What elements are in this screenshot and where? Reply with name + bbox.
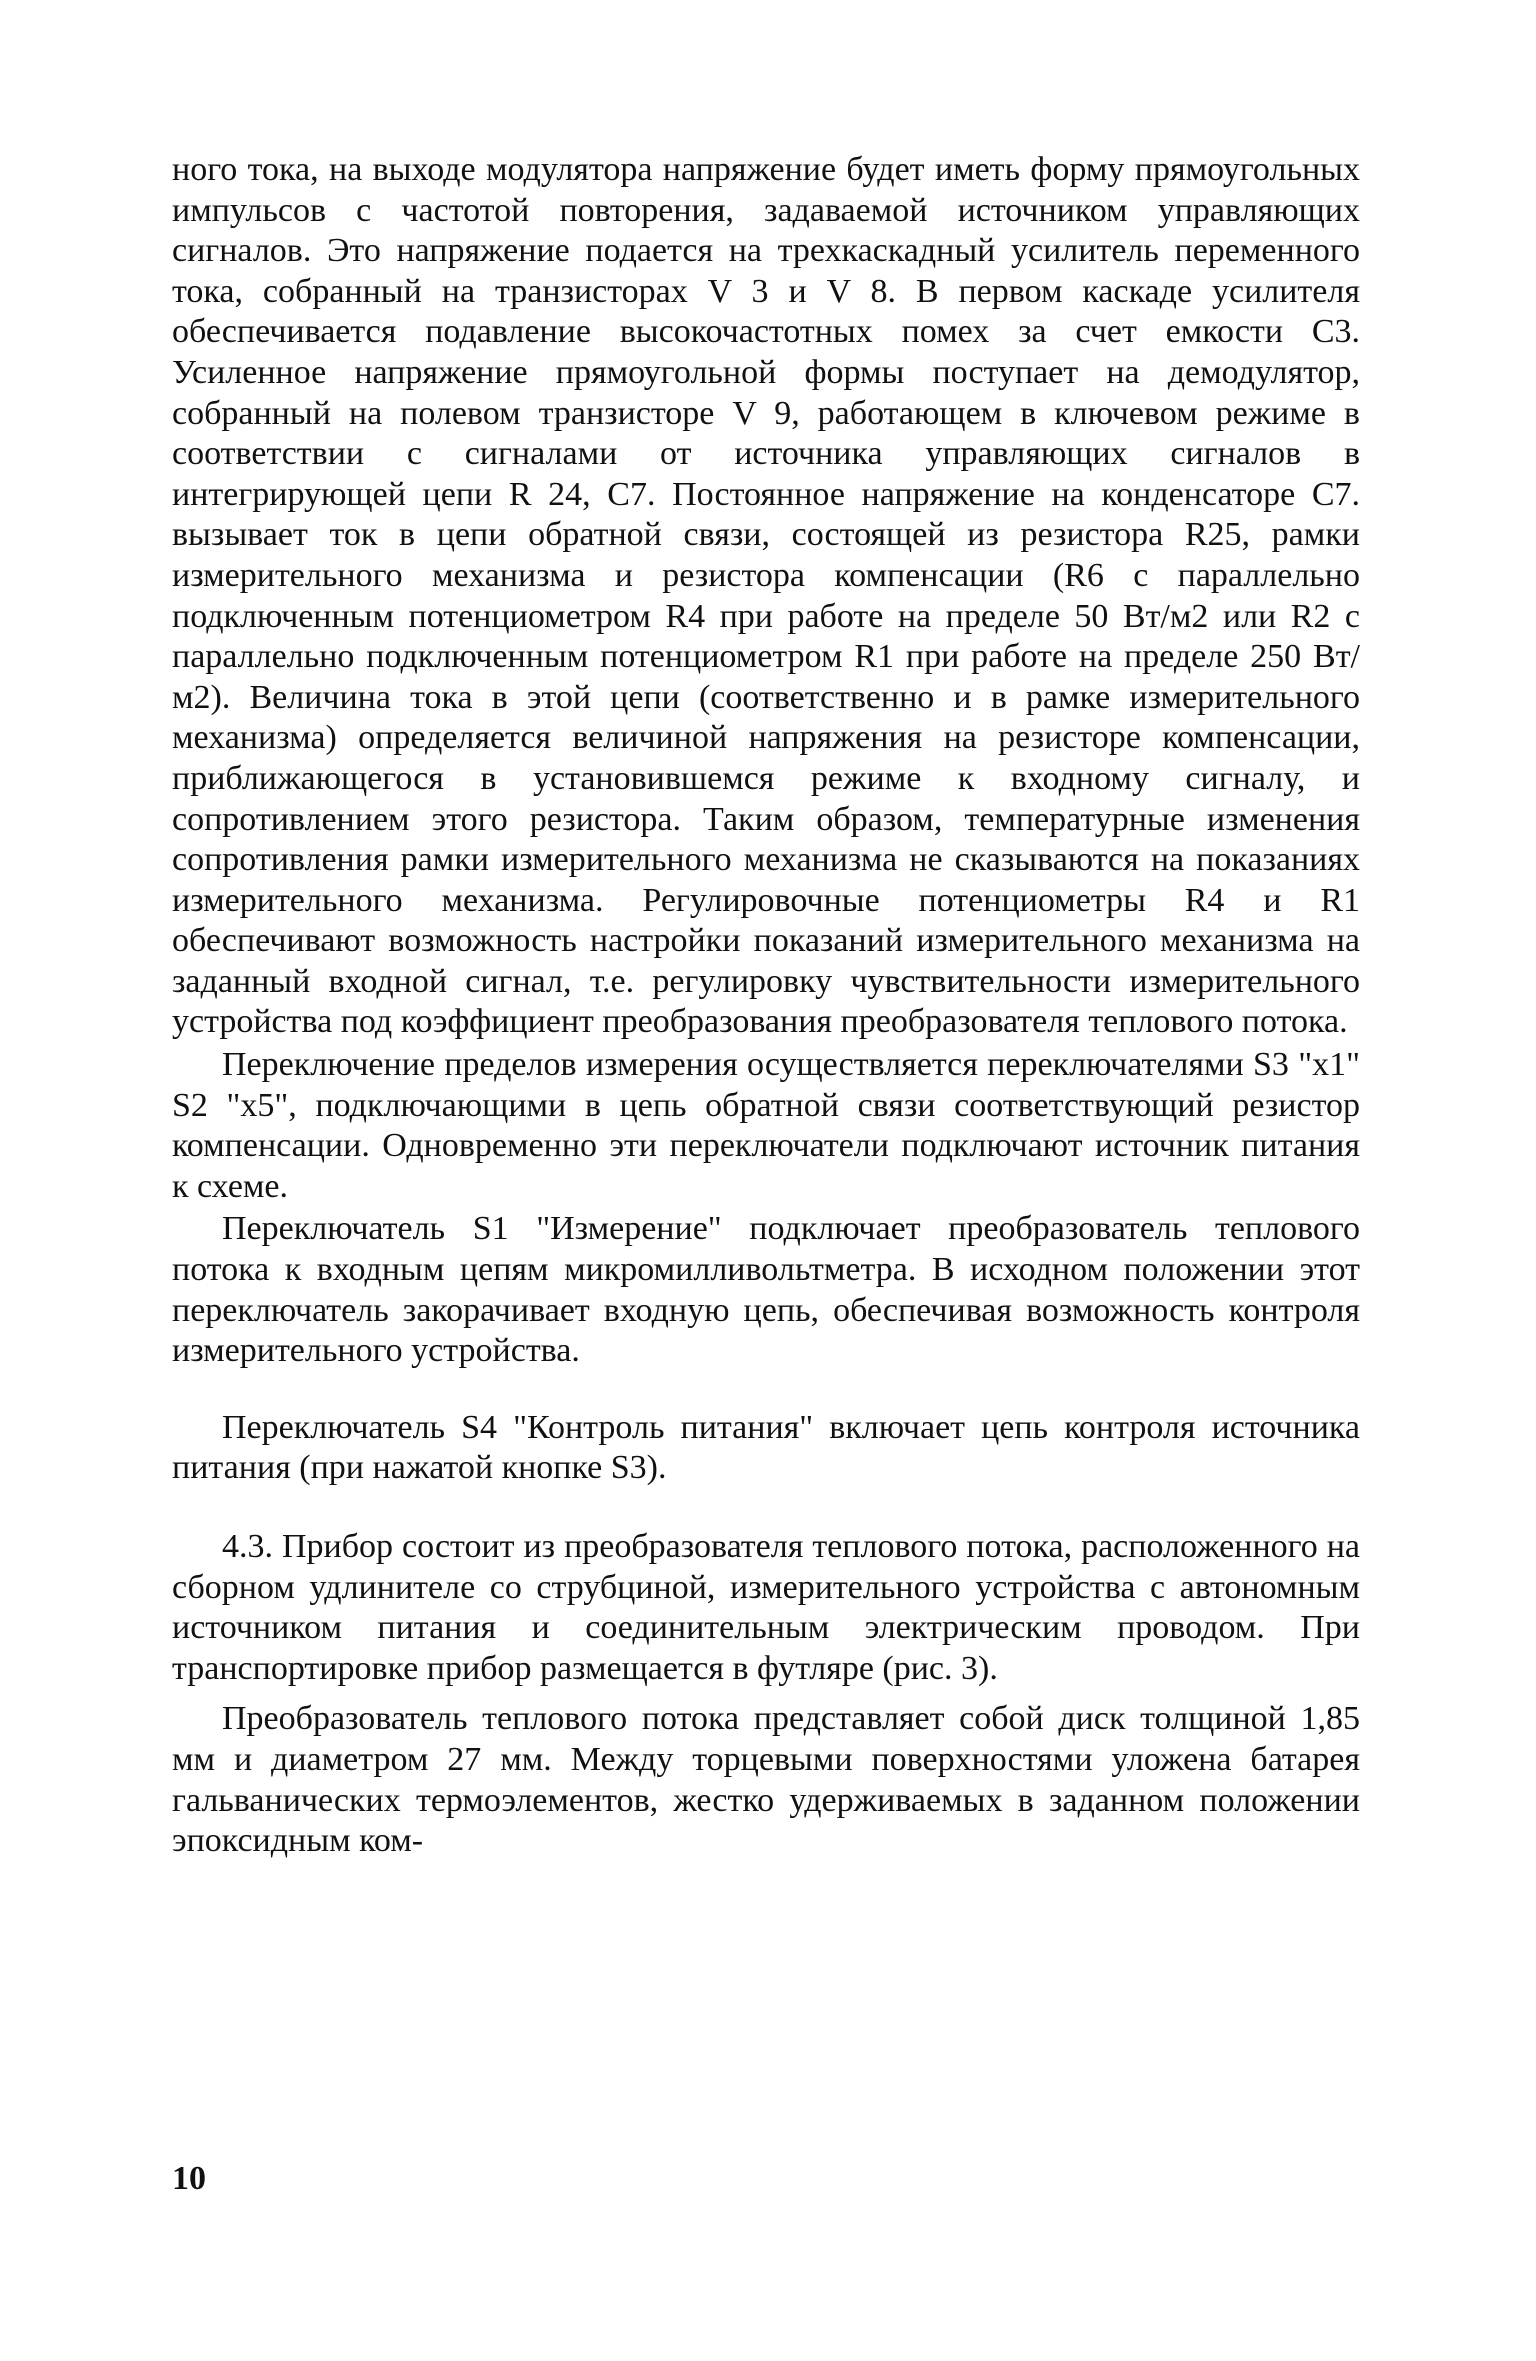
paragraph-range-switching: Переключение пределов измерения осуществляется переключателями S3 "x1" S2 "x5", подключающими в цепь обратной связи соответствующий резистор компенсации. Одновременно эти переключатели подключают источник питания к схеме. (172, 1046, 1360, 1205)
paragraph-measurement-switch: Переключатель S1 "Измерение" подключает преобразователь теплового потока к входным цепям микромилливольтметра. В исходном положении этот переключатель закорачивает входную цепь, обеспечивая возможность контроля измерительного устройства. (172, 1210, 1360, 1370)
document-page (172, 150, 1360, 2300)
page-number: 10 (172, 2160, 206, 2197)
paragraph-power-check-switch: Переключатель S4 "Контроль питания" включает цепь контроля источника питания (при нажатой кнопке S3). (172, 1408, 1360, 1487)
paragraph-circuit-description: ного тока, на выходе модулятора напряжение будет иметь форму прямоугольных импульсов с частотой повторения, задаваемой источником управляющих сигналов. Это напряжение подается на трехкаскадный усилитель переменного тока, собранный на транзисторах V 3 и V 8. В первом каскаде усилителя обеспечивается подавление высокочастотных помех за счет емкости C3. Усиленное напряжение прямоугольной формы поступает на демодулятор, собранный на полевом транзисторе V 9, работающем в ключевом режиме в соответствии с сигналами от источника управляющих сигналов в интегрирующей цепи R 24, C7. Постоянное напряжение на конденсаторе C7. вызывает ток в цепи обратной связи, состоящей из резистора R25, рамки измерительного механизма и резистора компенсации (R6 с параллельно подключенным потенциометром R4 при работе на пределе 50 Вт/м2 или R2 с параллельно подключенным потенциометром R1 при работе на пределе 250 Вт/м2). Величина тока в этой цепи (соответственно и в рамке измерительного механизма) определяется величиной напряжения на резисторе компенсации, приближающегося в установившемся режиме к входному сигналу, и сопротивлением этого резистора. Таким образом, температурные изменения сопротивления рамки измерительного механизма не сказываются на показаниях измерительного механизма. Регулировочные потенциометры R4 и R1 обеспечивают возможность настройки показаний измерительного механизма на заданный входной сигнал, т.е. регулировку чувствительности измерительного устройства под коэффициент преобразования преобразователя теплового потока. (172, 151, 1360, 1041)
paragraph-heat-flux-transducer: Преобразователь теплового потока представляет собой диск толщиной 1,85 мм и диаметром 27 мм. Между торцевыми поверхностями уложена батарея гальванических термоэлементов, жестко удерживаемых в заданном положении эпоксидным ком- (172, 1700, 1360, 1860)
paragraph-device-composition: 4.3. Прибор состоит из преобразователя теплового потока, расположенного на сборном удлинителе со струбциной, измерительного устройства с автономным источником питания и соединительным электрическим проводом. При транспортировке прибор размещается в футляре (рис. 3). (172, 1528, 1360, 1687)
